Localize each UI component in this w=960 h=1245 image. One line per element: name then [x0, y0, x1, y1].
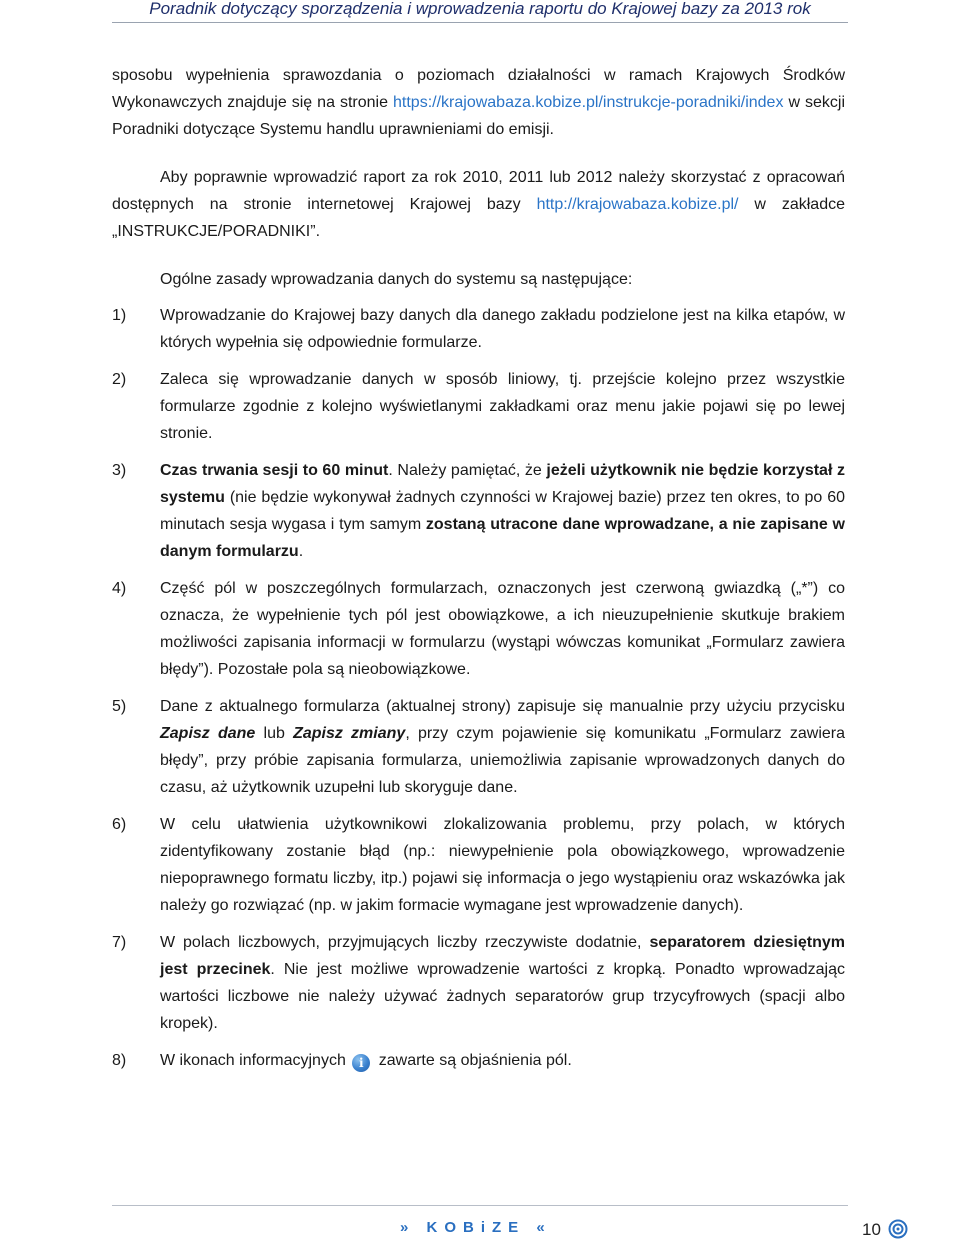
rule-text-part: , przy czym pojawienie się komunikatu „Formularz zawiera błędy”, przy próbie zapisania formularza, uniemożliwia zapisanie wprowadzonych danych do czasu, aż użytkownik uzupełni lub skoryguje dane.: [160, 725, 846, 796]
rule-text-part: . Nie jest możliwe wprowadzenie wartości z kropką. Ponadto wprowadzając wartości liczbowe nie należy używać żadnych separatorów grup trzycyfrowych (spacji albo kropek).: [160, 961, 845, 1032]
rule-text-part: zawarte są objaśnienia pól.: [378, 1052, 572, 1069]
rules-list: [112, 302, 845, 1074]
rule-text: Zaleca się wprowadzanie danych w sposób liniowy, tj. przejście kolejno przez wszystkie formularze zgodnie z kolejno wyświetlanymi zakładkami oraz menu jakie pojawi się po lewej stronie.: [160, 371, 845, 442]
page-number: 10: [862, 1220, 881, 1239]
intro-p2-tail: w zakładce „INSTRUKCJE/PORADNIKI”.: [112, 196, 845, 240]
inactive-user-bold: jeżeli użytkownik nie będzie korzystał z systemu: [160, 462, 845, 506]
rule-item-2: [112, 366, 845, 447]
rule-item-6: [112, 811, 845, 919]
rule-text: Część pól w poszczególnych formularzach, oznaczonych jest czerwoną gwiazdką („*”) co oznacza, że wypełnienie tych pól jest obowiązkowe, a ich nieuzupełnienie skutkuje brakiem możliwości zapisania informacji w formularzu (wystąpi wówczas komunikat „Formularz zawiera błędy”). Pozostałe pola są nieobowiązkowe.: [160, 580, 845, 678]
intro-paragraph-3: Ogólne zasady wprowadzania danych do systemu są następujące:: [160, 271, 633, 288]
zapisz-dane-label: Zapisz dane: [160, 725, 256, 742]
footer-divider: [112, 1205, 848, 1206]
rule-number: 6): [112, 816, 127, 833]
rule-text: Wprowadzanie do Krajowej bazy danych dla danego zakładu podzielone jest na kilka etapów, w których wypełnia się odpowiednie formularze.: [160, 307, 845, 351]
rule-item-5: [112, 693, 845, 801]
rule-text: [160, 929, 845, 1037]
session-time-bold: Czas trwania sesji to 60 minut: [160, 462, 389, 479]
rule-text: [160, 1047, 845, 1074]
rule-item-3: [112, 457, 845, 565]
rule-item-8: [112, 1047, 845, 1074]
rule-text: W celu ułatwienia użytkownikowi zlokalizowania problemu, przy polach, w których zidentyfikowany zostanie błąd (np.: niewypełnienie pola obowiązkowego, wprowadzenie niepoprawnego formatu liczby, itp.) pojawi się informacja o jego wystąpieniu oraz wskazówka jak należy go rozwiązać (np. w jakim formacie wymagane jest wprowadzenie danych).: [160, 816, 845, 914]
intro-p1-tail: w sekcji Poradniki dotyczące Systemu handlu uprawnieniami do emisji.: [112, 94, 846, 138]
rule-number: 2): [112, 371, 127, 388]
rule-text-part: (nie będzie wykonywał żadnych czynności w Krajowej bazie) przez ten okres, to po 60 minutach sesja wygasa i tym samym: [160, 489, 845, 533]
rule-number: 8): [112, 1052, 127, 1069]
rule-number: 4): [112, 580, 127, 597]
rule-number: 5): [112, 698, 127, 715]
data-lost-bold: zostaną utracone dane wprowadzane, a nie zapisane w danym formularzu: [160, 516, 846, 560]
zapisz-zmiany-label: Zapisz zmiany: [293, 725, 406, 742]
intro-p2-text: Aby poprawnie wprowadzić raport za rok 2010, 2011 lub 2012 należy skorzystać z opracowań dostępnych na stronie internetowej Krajowej bazy: [112, 169, 845, 213]
rule-number: 7): [112, 934, 127, 951]
rule-text-part: W ikonach informacyjnych: [160, 1052, 346, 1069]
kobize-brand: » KOBiZE «: [400, 1219, 552, 1236]
rule-text: [160, 693, 845, 801]
krajowa-baza-link[interactable]: http://krajowabaza.kobize.pl/: [536, 196, 739, 213]
rule-item-1: [112, 302, 845, 356]
intro-paragraph-1: [112, 62, 845, 143]
intro-paragraph-2: [112, 164, 845, 245]
target-icon: [888, 1219, 908, 1239]
rule-text: [160, 457, 845, 565]
rule-text-part: Dane z aktualnego formularza (aktualnej strony) zapisuje się manualnie przy użyciu przycisku: [160, 698, 845, 715]
header-divider: [112, 22, 848, 23]
rule-text-part: .: [298, 543, 304, 560]
rule-text-part: W polach liczbowych, przyjmujących liczby rzeczywiste dodatnie,: [160, 934, 650, 951]
intro-p1-text: sposobu wypełnienia sprawozdania o poziomach działalności w ramach Krajowych Środków Wykonawczych znajduje się na stronie: [112, 67, 845, 111]
decimal-separator-bold: separatorem dziesiętnym jest przecinek: [160, 934, 845, 978]
poradniki-link[interactable]: https://krajowabaza.kobize.pl/instrukcje-poradniki/index: [393, 94, 784, 111]
rule-number: 3): [112, 462, 127, 479]
info-icon: i: [352, 1054, 370, 1072]
rule-item-7: [112, 929, 845, 1037]
rule-item-4: [112, 575, 845, 683]
document-header-title: Poradnik dotyczący sporządzenia i wprowadzenia raportu do Krajowej bazy za 2013 rok: [149, 0, 811, 18]
rule-text-part: lub: [255, 725, 294, 742]
rule-number: 1): [112, 307, 127, 324]
rule-text-part: . Należy pamiętać, że: [388, 462, 547, 479]
